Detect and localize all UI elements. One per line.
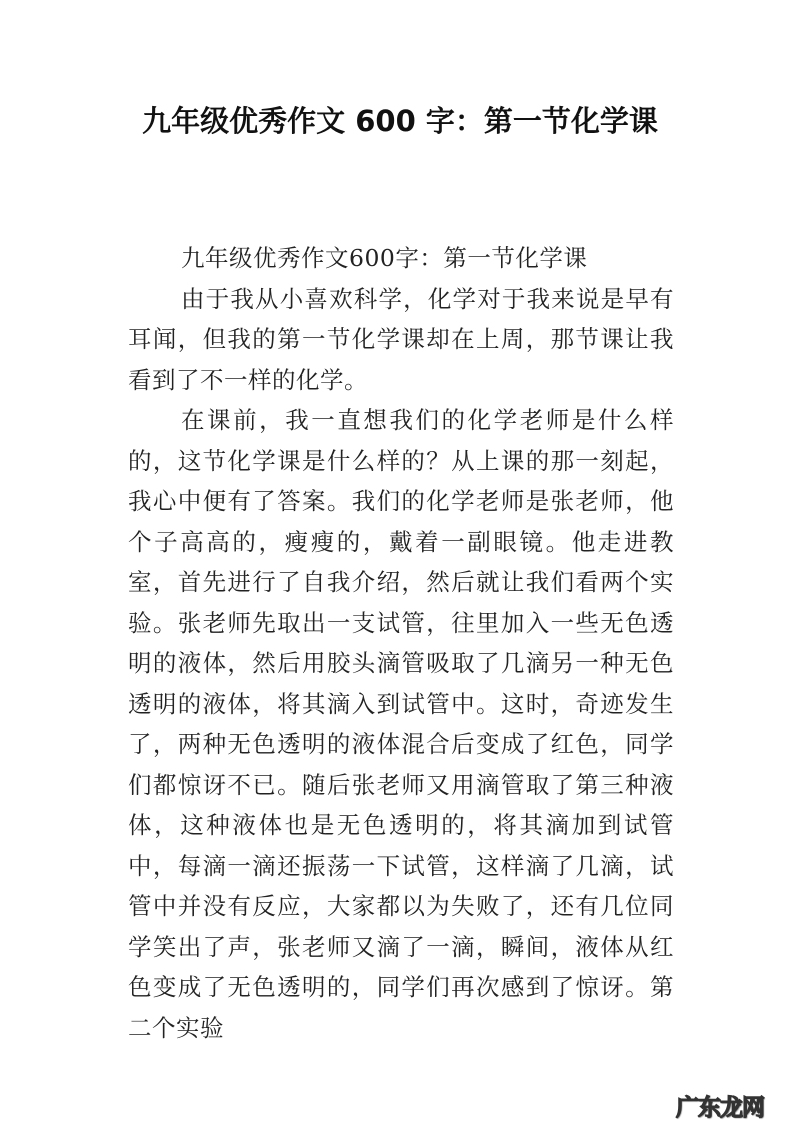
paragraph-main: 在课前，我一直想我们的化学老师是什么样的，这节化学课是什么样的？从上课的那一刻起，我心中便有了答案。我们的化学老师是张老师，他个子高高的，瘦瘦的，戴着一副眼镜。他走进教室，首先进行了自我介绍，然后就让我们看两个实验。张老师先取出一支试管，往里加入一些无色透明的液体，然后用胶头滴管吸取了几滴另一种无色透明的液体，将其滴入到试管中。这时，奇迹发生了，两种无色透明的液体混合后变成了红色，同学们都惊讶不已。随后张老师又用滴管取了第三种液体，这种液体也是无色透明的，将其滴加到试管中，每滴一滴还振荡一下试管，这样滴了几滴，试管中并没有反应，大家都以为失败了，还有几位同学笑出了声，张老师又滴了一滴，瞬间，液体从红色变成了无色透明的，同学们再次感到了惊讶。第二个实验 <box>128 406 674 1042</box>
site-watermark: 广东龙网 <box>676 1095 764 1121</box>
paragraph-intro: 由于我从小喜欢科学，化学对于我来说是早有耳闻，但我的第一节化学课却在上周，那节课让我看到了不一样的化学。 <box>128 284 674 394</box>
document-title: 九年级优秀作文 600 字：第一节化学课 <box>142 104 658 138</box>
subtitle-paragraph: 九年级优秀作文600字：第一节化学课 <box>181 244 588 272</box>
document-body <box>128 238 674 1048</box>
